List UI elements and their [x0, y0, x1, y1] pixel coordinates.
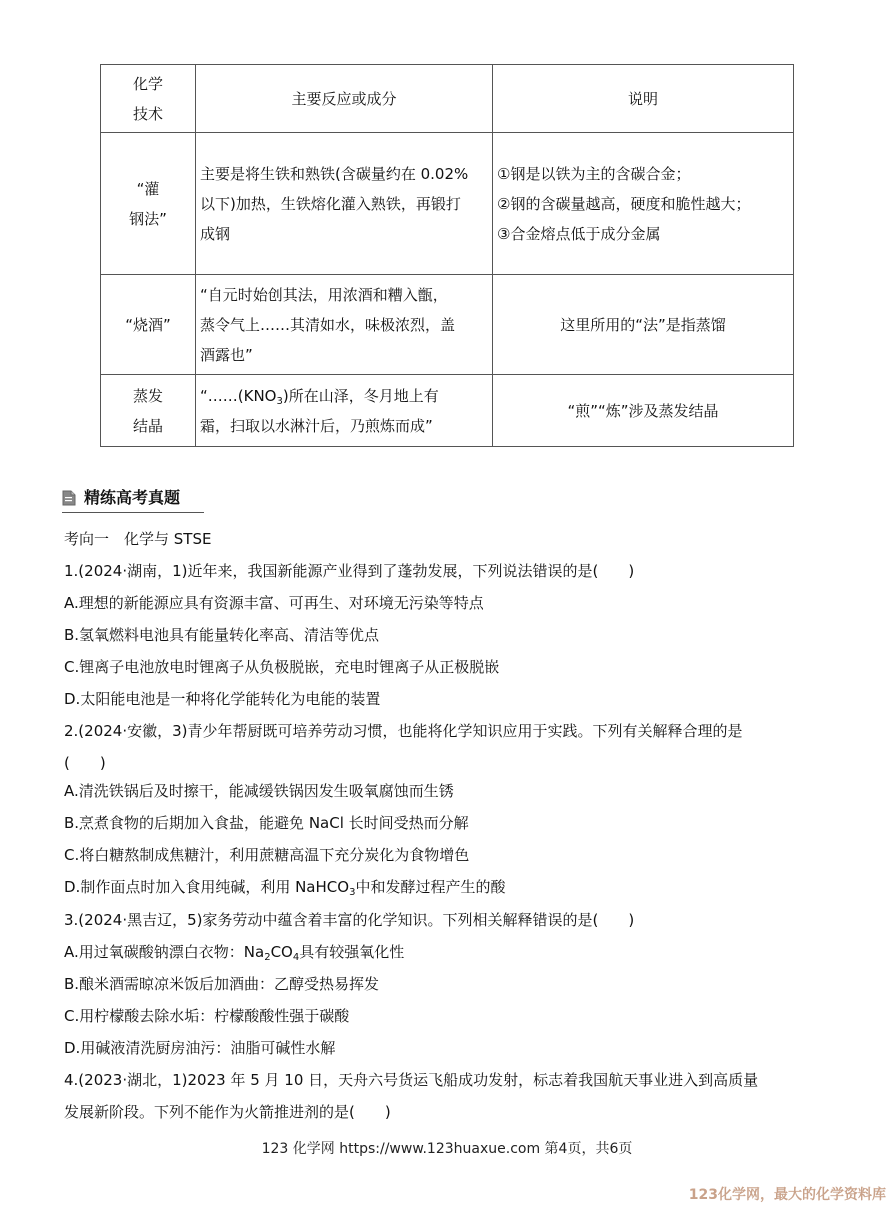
section-heading [62, 484, 204, 513]
question-3-option-c: C.用柠檬酸去除水垢：柠檬酸酸性强于碳酸 [64, 1007, 350, 1025]
question-1-stem: 1.(2024·湖南，1)近年来，我国新能源产业得到了蓬勃发展，下列说法错误的是( ) [64, 562, 635, 580]
section-title-text: 精练高考真题 [84, 488, 181, 507]
question-1-option-c: C.锂离子电池放电时锂离子从负极脱嵌，充电时锂离子从正极脱嵌 [64, 658, 500, 676]
question-4-stem-cont: 发展新阶段。下列不能作为火箭推进剂的是( ) [64, 1103, 391, 1121]
question-1-option-d: D.太阳能电池是一种将化学能转化为电能的装置 [64, 690, 381, 708]
question-3-stem: 3.(2024·黑吉辽，5)家务劳动中蕴含着丰富的化学知识。下列相关解释错误的是( ) [64, 911, 635, 929]
question-1-option-a: A.理想的新能源应具有资源丰富、可再生、对环境无污染等特点 [64, 594, 484, 612]
question-3-option-b: B.酿米酒需晾凉米饭后加酒曲：乙醇受热易挥发 [64, 975, 380, 993]
row-tech: “烧酒” [101, 275, 196, 375]
topic-heading: 考向一 化学与 STSE [64, 530, 212, 548]
question-2-stem: 2.(2024·安徽，3)青少年帮厨既可培养劳动习惯，也能将化学知识应用于实践。下列有关解释合理的是 [64, 722, 743, 740]
document-icon [62, 490, 76, 506]
question-3-option-a: A.用过氧碳酸钠漂白衣物：$Na_2CO_4$具有较强氧化性 [64, 943, 405, 963]
header-note: 说明 [493, 65, 794, 133]
row-note: ①钢是以铁为主的含碳合金； ②钢的含碳量越高，硬度和脆性越大； ③合金熔点低于成分金属 [493, 133, 794, 275]
row-tech: 蒸发 结晶 [101, 375, 196, 447]
question-3-option-d: D.用碱液清洗厨房油污：油脂可碱性水解 [64, 1039, 336, 1057]
table-header-row [101, 65, 794, 133]
row-note: “煎”“炼”涉及蒸发结晶 [493, 375, 794, 447]
question-2-option-a: A.清洗铁锅后及时擦干，能减缓铁锅因发生吸氧腐蚀而生锈 [64, 782, 454, 800]
watermark: 123化学网，最大的化学资料库 [688, 1187, 886, 1203]
row-note: 这里所用的“法”是指蒸馏 [493, 275, 794, 375]
header-reaction: 主要反应或成分 [196, 65, 493, 133]
question-4-stem: 4.(2023·湖北，1)2023 年 5 月 10 日，天舟六号货运飞船成功发射，标志着我国航天事业进入到高质量 [64, 1071, 759, 1089]
row-reaction: 主要是将生铁和熟铁(含碳量约在 0.02% 以下)加热，生铁熔化灌入熟铁，再锻打 成钢 [196, 133, 493, 275]
row-tech: “灌 钢法” [101, 133, 196, 275]
table-row [101, 375, 794, 447]
question-1-option-b: B.氢氧燃料电池具有能量转化率高、清洁等优点 [64, 626, 380, 644]
row-reaction: “$\dots\dots(KNO_3)$所在山泽，冬月地上有 霜，扫取以水淋汁后，乃煎炼而成” [196, 375, 493, 447]
table-row [101, 133, 794, 275]
question-2-option-b: B.烹煮食物的后期加入食盐，能避免 NaCl 长时间受热而分解 [64, 814, 469, 832]
question-2-option-c: C.将白糖熬制成焦糖汁，利用蔗糖高温下充分炭化为食物增色 [64, 846, 470, 864]
question-2-stem-cont: ( ) [64, 754, 106, 772]
row-reaction: “自元时始创其法，用浓酒和糟入甑， 蒸令气上……其清如水，味极浓烈，盖 酒露也” [196, 275, 493, 375]
header-tech: 化学 技术 [101, 65, 196, 133]
chemistry-technology-table [100, 64, 794, 447]
question-2-option-d: D.制作面点时加入食用纯碱，利用 NaHCO$_3$中和发酵过程产生的酸 [64, 878, 506, 898]
table-row [101, 275, 794, 375]
page-footer: 123 化学网 https://www.123huaxue.com 第4页，共6页 [261, 1141, 633, 1157]
